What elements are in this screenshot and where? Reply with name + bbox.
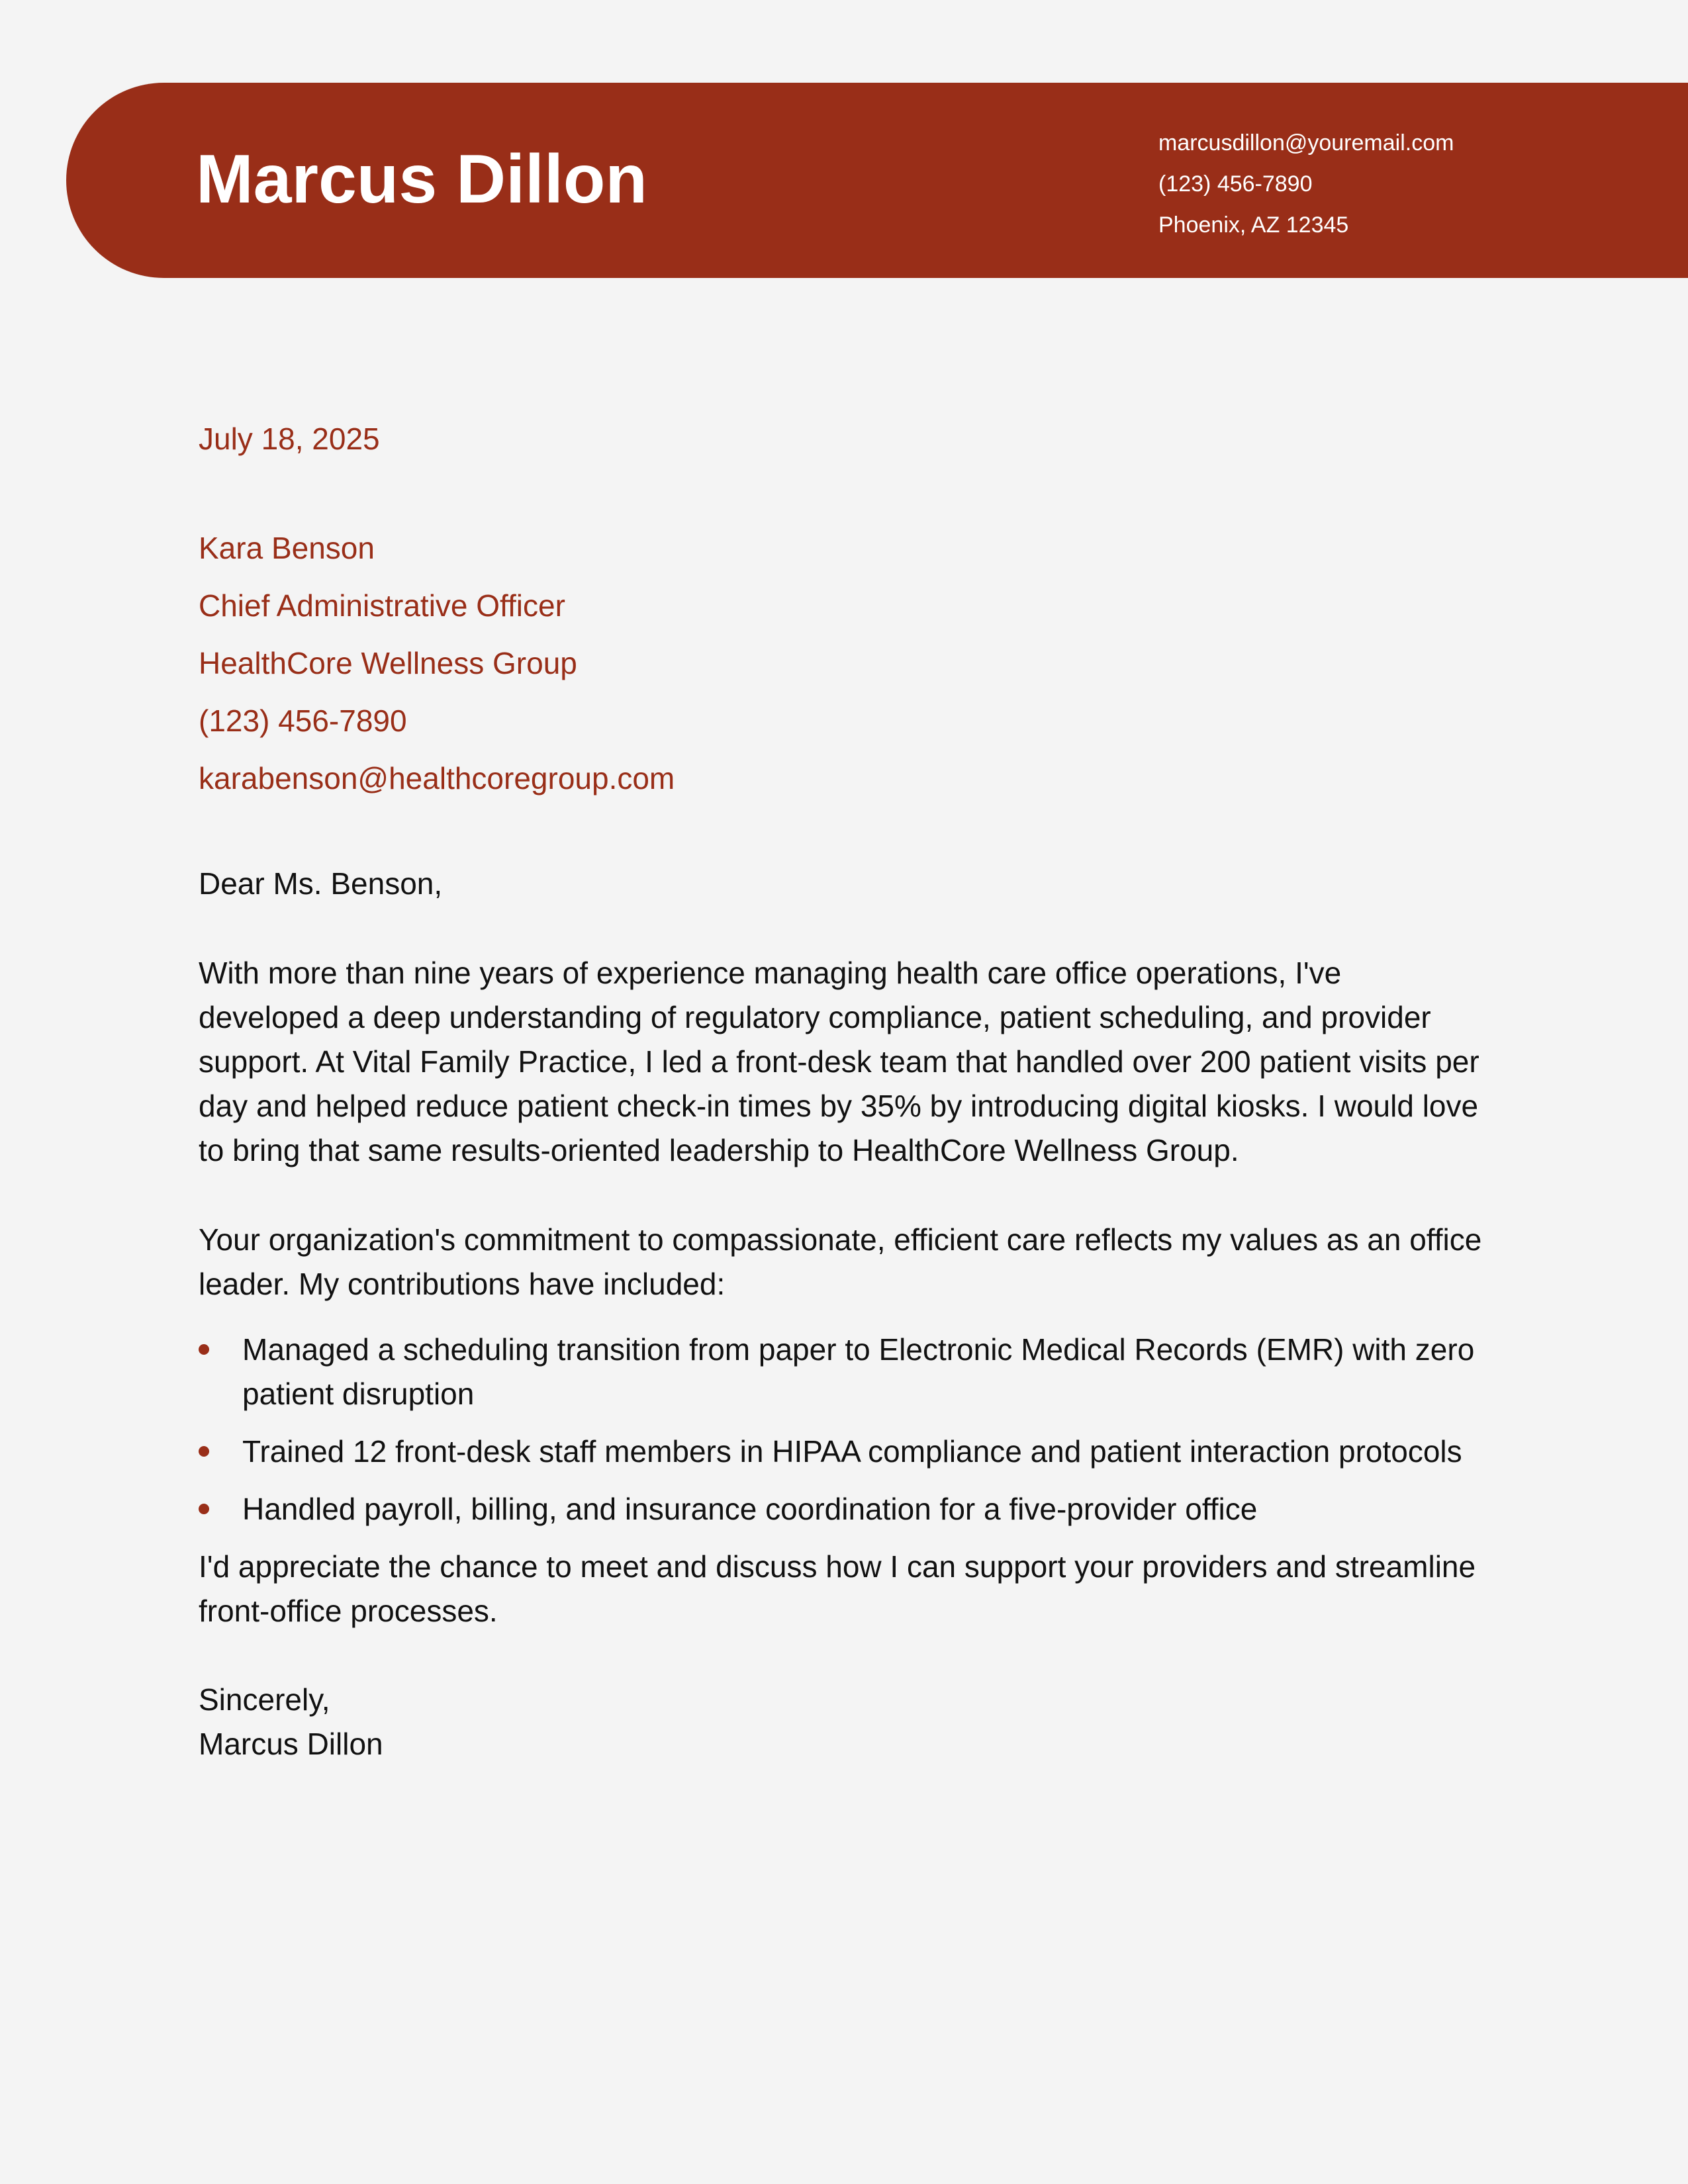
closing-phrase: Sincerely, — [199, 1682, 330, 1717]
list-item-text: Trained 12 front-desk staff members in HIPAA compliance and patient interaction protocols — [242, 1434, 1462, 1469]
bullet-dot-icon — [199, 1344, 209, 1355]
bullet-dot-icon — [199, 1504, 209, 1514]
recipient-email: karabenson@healthcoregroup.com — [199, 761, 675, 796]
recipient-block — [199, 520, 1489, 807]
sign-off — [199, 1678, 1489, 1766]
header-banner — [66, 83, 1688, 278]
contributions-list — [199, 1328, 1489, 1531]
recipient-name: Kara Benson — [199, 531, 375, 565]
letter-date: July 18, 2025 — [199, 422, 380, 456]
sender-contact — [1158, 122, 1454, 246]
list-item-text: Managed a scheduling transition from paper to Electronic Medical Records (EMR) with zero patient disruption — [242, 1332, 1475, 1411]
recipient-company: HealthCore Wellness Group — [199, 646, 577, 680]
sender-name: Marcus Dillon — [196, 141, 647, 218]
paragraph-experience: With more than nine years of experience managing health care office operations, I've developed a deep understanding of regulatory compliance, patient scheduling, and provider support. At Vital Family Practice, I led a front-desk team that handled over 200 patient visits per day and helped reduce patient check-in times by 35% by introducing digital kiosks. I would love to bring that same results-oriented leadership to HealthCore Wellness Group. — [199, 956, 1479, 1167]
list-item — [199, 1430, 1489, 1474]
paragraph-closing-request: I'd appreciate the chance to meet and discuss how I can support your providers and streamline front-office processes. — [199, 1549, 1476, 1628]
list-item-text: Handled payroll, billing, and insurance coordination for a five-provider office — [242, 1492, 1258, 1526]
sender-email: marcusdillon@youremail.com — [1158, 130, 1454, 156]
letter-body — [199, 414, 1489, 1766]
sender-location: Phoenix, AZ 12345 — [1158, 212, 1349, 238]
sender-phone: (123) 456-7890 — [1158, 171, 1313, 197]
paragraph-contributions-intro: Your organization's commitment to compassionate, efficient care reflects my values as an office leader. My contributions have included: — [199, 1222, 1482, 1301]
list-item — [199, 1328, 1489, 1416]
list-item — [199, 1487, 1489, 1531]
recipient-title: Chief Administrative Officer — [199, 588, 565, 623]
recipient-phone: (123) 456-7890 — [199, 704, 407, 738]
salutation: Dear Ms. Benson, — [199, 866, 443, 901]
bullet-dot-icon — [199, 1446, 209, 1457]
signature-name: Marcus Dillon — [199, 1727, 383, 1761]
